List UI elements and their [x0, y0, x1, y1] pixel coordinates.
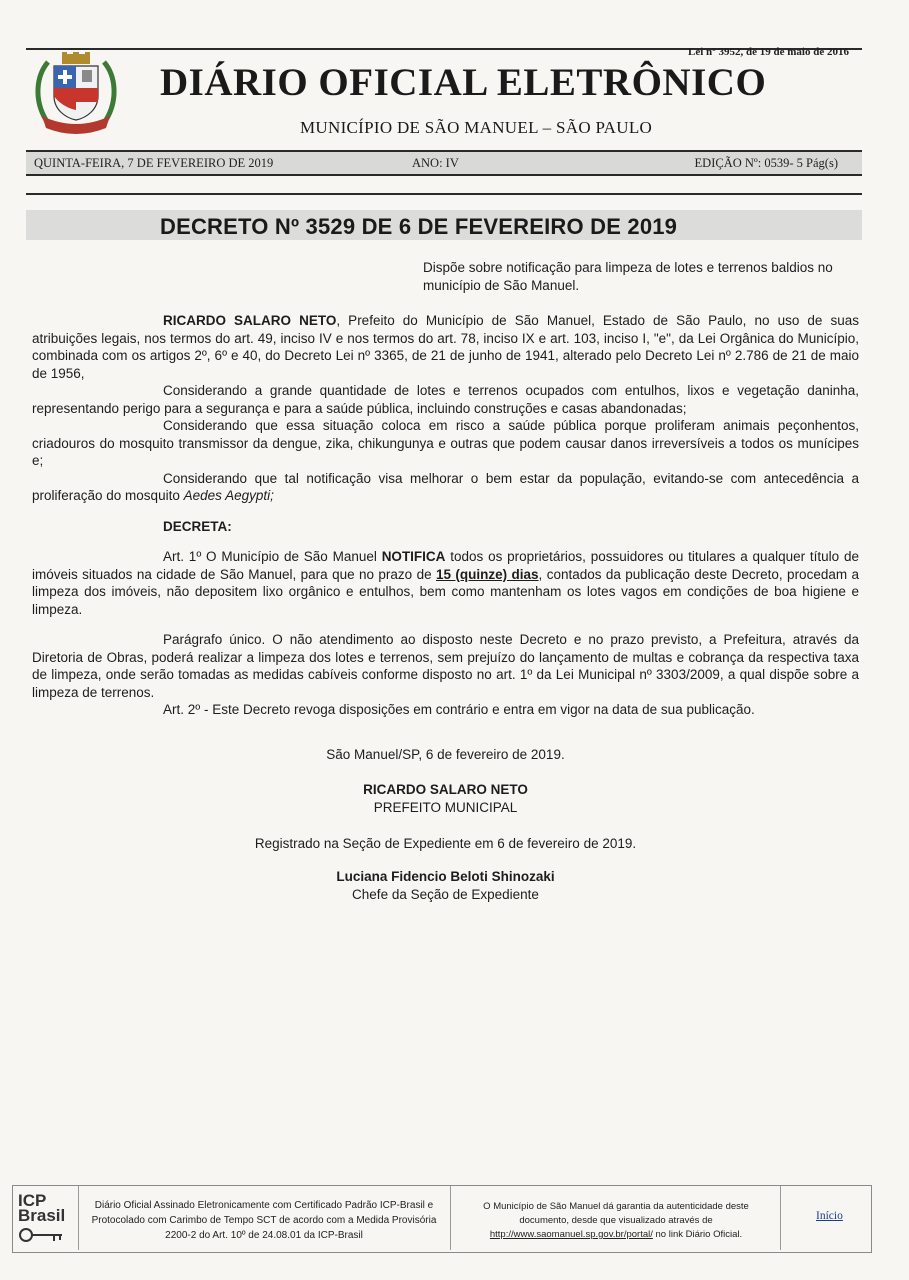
municipal-crest-icon [32, 50, 120, 136]
decree-summary: Dispõe sobre notificação para limpeza de lotes e terrenos baldios no município de São Manuel. [423, 260, 833, 293]
clerk-title: Chefe da Seção de Expediente [352, 886, 539, 902]
key-icon [18, 1226, 68, 1244]
sole-paragraph: Parágrafo único. O não atendimento ao disposto neste Decreto e no prazo previsto, a Prefeitura, através da Diretoria de Obras, poderá realizar a limpeza dos lotes e terrenos, sem prejuízo do lançamento de multas e cobrança da respectiva taxa de limpeza, onde serão tomadas as medidas cabíveis conforme disposto no art. 1º da Lei Municipal nº 3303/2009, a qual dispõe sobre a limpeza de terrenos. [32, 632, 859, 700]
consideration-2: Considerando que essa situação coloca em risco a saúde pública porque proliferam animais peçonhentos, criadouros do mosquito transmissor da dengue, zika, chikungunya e outras que podem causar danos irreversíveis a todos os munícipes e; [32, 418, 859, 468]
inicio-link[interactable]: Início [816, 1210, 843, 1222]
separator-rule [26, 193, 862, 195]
newspaper-title: DIÁRIO OFICIAL ELETRÔNICO [160, 61, 767, 104]
preamble-paragraph: RICARDO SALARO NETO, Prefeito do Município de São Manuel, Estado de São Paulo, no uso de suas atribuições legais, nos termos do art. 49, inciso IV e nos termos do art. 78, inciso IX e art. 103, inciso I, "e", da Lei Orgânica do Município, combinada com os artigos 2º, 6º e 40, do Decreto Lei nº 3365, de 21 de junho de 1941, alterado pelo Decreto Lei nº 2.786 de 21 de maio de 1956, [32, 313, 859, 381]
authenticity-notice: O Município de São Manuel dá garantia da autenticidade deste documento, desde que visualizado através de http://www.saomanuel.sp.gov.br/portal/ no link Diário Oficial. [483, 1201, 749, 1240]
deadline: 15 (quinze) dias [435, 566, 539, 582]
certificate-notice: Diário Oficial Assinado Eletronicamente com Certificado Padrão ICP-Brasil e Protocolado com Carimbo de Tempo SCT de acordo com a Medida Provisória 2200-2 do Art. 10º de 24.08.01 da ICP-Brasil [91, 1200, 437, 1241]
footer-divider [78, 1186, 79, 1250]
mayor-title: PREFEITO MUNICIPAL [373, 799, 518, 815]
edition-number: EDIÇÃO Nº: 0539- 5 Pág(s) [694, 156, 838, 170]
consideration-1: Considerando a grande quantidade de lotes e terrenos ocupados com entulhos, lixos e vegetação daninha, representando perigo para a segurança e para a saúde pública, incluindo construções e casas abandonadas; [32, 383, 859, 416]
mayor-name-inline: RICARDO SALARO NETO [163, 313, 337, 328]
decreta-heading: DECRETA: [163, 518, 232, 534]
mayor-signature [32, 781, 859, 816]
decree-title: DECRETO Nº 3529 DE 6 DE FEVEREIRO DE 2019 [160, 214, 678, 239]
law-reference: Lei nº 3952, de 19 de maio de 2016 [688, 46, 849, 58]
edition-date: QUINTA-FEIRA, 7 DE FEVEREIRO DE 2019 [34, 156, 274, 170]
icp-brasil-logo: ICP Brasil [18, 1191, 66, 1225]
municipality-subtitle: MUNICÍPIO DE SÃO MANUEL – SÃO PAULO [300, 118, 653, 137]
footer-divider [450, 1186, 451, 1250]
registry-note: Registrado na Seção de Expediente em 6 de fevereiro de 2019. [254, 836, 637, 851]
edition-bar [26, 150, 862, 176]
mayor-name: RICARDO SALARO NETO [363, 782, 528, 797]
portal-link[interactable]: http://www.saomanuel.sp.gov.br/portal/ [489, 1229, 653, 1240]
footer-divider [780, 1186, 781, 1250]
clerk-signature [32, 868, 859, 903]
consideration-3: Considerando que tal notificação visa melhorar o bem estar da população, evitando-se com antecedência a proliferação do mosquito Aedes Aegypti; [32, 470, 859, 503]
edition-year: ANO: IV [412, 156, 459, 170]
article-1: Art. 1º O Município de São Manuel NOTIFICA todos os proprietários, possuidores ou titulares a qualquer título de imóveis situados na cidade de São Manuel, para que no prazo de 15 (quinze) dias, contados da publicação deste Decreto, procedam a limpeza dos imóveis, não depositem lixo orgânico e entulhos, bem como mantenham os lotes vagos em condições de boa higiene e limpeza. [32, 549, 859, 617]
decree-body [32, 312, 859, 719]
clerk-name: Luciana Fidencio Beloti Shinozaki [336, 869, 555, 884]
article-2: Art. 2º - Este Decreto revoga disposições em contrário e entra em vigor na data de sua publicação. [163, 702, 755, 717]
place-date: São Manuel/SP, 6 de fevereiro de 2019. [326, 747, 565, 762]
